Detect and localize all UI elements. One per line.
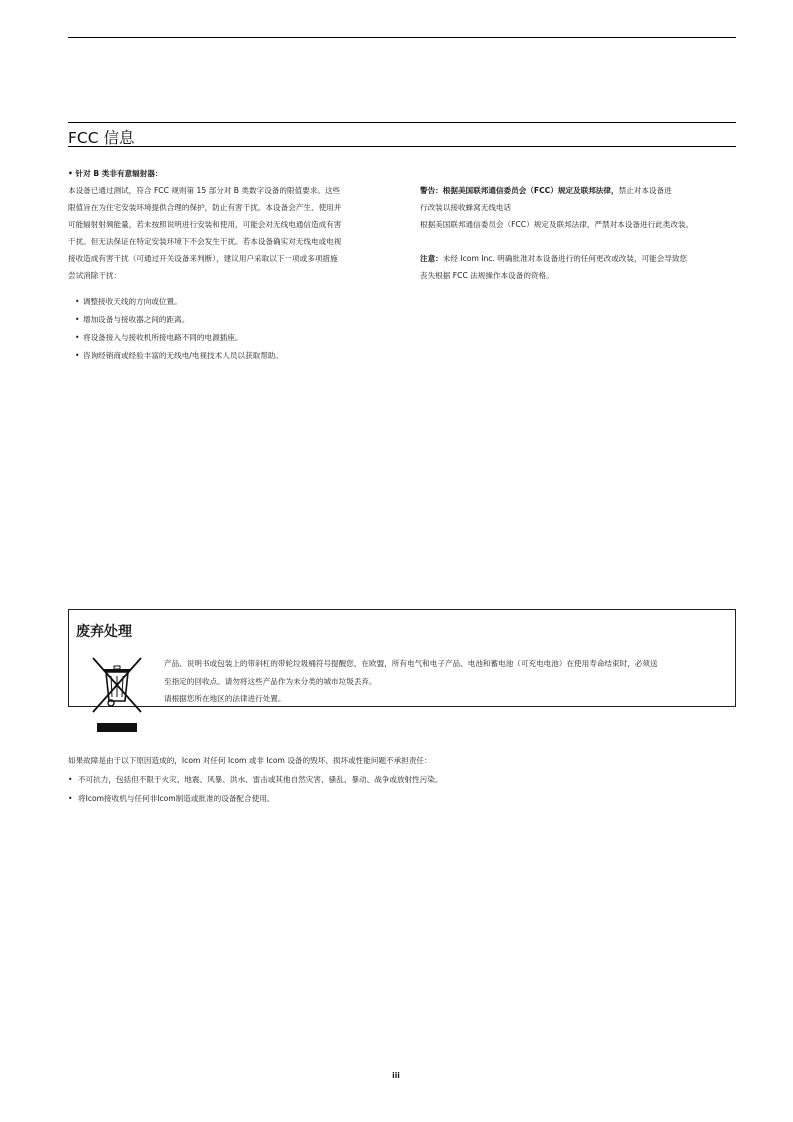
warning-label: 警告：根据美国联邦通信委员会（FCC）规定及联邦法律， <box>420 186 619 195</box>
page-number: iii <box>392 1071 400 1080</box>
section-title: FCC 信息 <box>68 129 135 147</box>
fcc-paragraph-line: 接收造成有害干扰（可通过开关设备来判断），建议用户采取以下一项或多项措施 <box>68 254 338 263</box>
disposal-text <box>164 655 732 708</box>
fcc-class-b-heading: • 针对 B 类非有意辐射器： <box>68 169 163 178</box>
list-item: • 将Icom接收机与任何非Icom制造或批准的设备配合使用。 <box>68 789 736 808</box>
fcc-measures-list <box>68 293 386 364</box>
fcc-paragraph-line: 限值旨在为住宅安装环境提供合理的保护，防止有害干扰。本设备会产生、使用并 <box>68 203 342 212</box>
disposal-line: 请根据您所在地区的法律进行处置。 <box>164 694 286 703</box>
warning-line: 根据美国联邦通信委员会（FCC）规定及联邦法律，严禁对本设备进行此类改装。 <box>420 220 694 229</box>
list-item: • 调整接收天线的方向或位置。 <box>68 293 386 310</box>
disposal-title: 废弃处理 <box>76 624 132 640</box>
list-item: • 将设备接入与接收机所接电路不同的电源插座。 <box>68 329 386 346</box>
liability-section <box>68 751 736 808</box>
caution-line: 丧失根据 FCC 法规操作本设备的资格。 <box>420 271 554 280</box>
list-item: • 不可抗力，包括但不限于火灾、地震、风暴、洪水、雷击或其他自然灾害、骚乱、暴动、战争或放射性污染。 <box>68 770 736 789</box>
bullet-icon: • <box>75 333 80 342</box>
caution-label: 注意： <box>420 254 443 263</box>
bullet-icon: • <box>75 297 80 306</box>
header-rule <box>68 37 736 38</box>
fcc-paragraph-line: 干扰。但无法保证在特定安装环境下不会发生干扰。若本设备确实对无线电或电视 <box>68 237 342 246</box>
list-item: • 增加设备与接收器之间的距离。 <box>68 311 386 328</box>
section-title-rule-bottom <box>68 146 736 147</box>
fcc-left-column <box>68 165 386 365</box>
disposal-line: 产品、说明书或包装上的带斜杠的带轮垃圾桶符号提醒您，在欧盟，所有电气和电子产品、电池和蓄电池（可充电电池）在使用寿命结束时，必须送 <box>164 659 658 668</box>
caution-line: 注意：未经 Icom Inc. 明确批准对本设备进行的任何更改或改装，可能会导致您 <box>420 254 688 263</box>
warning-line: 警告：根据美国联邦通信委员会（FCC）规定及联邦法律，禁止对本设备进 <box>420 186 672 195</box>
section-title-rule-top <box>68 122 736 123</box>
list-item: • 咨询经销商或经验丰富的无线电/电视技术人员以获取帮助。 <box>68 347 386 364</box>
bullet-icon: • <box>75 315 80 324</box>
disposal-box <box>68 609 736 707</box>
warning-line: 行改装以接收蜂窝无线电话 <box>420 203 512 212</box>
bullet-icon: • <box>75 351 80 360</box>
disposal-line: 至指定的回收点。请勿将这些产品作为未分类的城市垃圾丢弃。 <box>164 676 377 686</box>
liability-intro: 如果故障是由于以下原因造成的，Icom 对任何 Icom 或非 Icom 设备的毁坏、损坏或性能问题不承担责任： <box>68 756 432 765</box>
fcc-right-column <box>420 182 736 284</box>
fcc-paragraph-line: 本设备已通过测试，符合 FCC 规则第 15 部分对 B 类数字设备的限值要求。这些 <box>68 186 341 195</box>
fcc-paragraph-line: 尝试消除干扰： <box>68 271 122 280</box>
fcc-paragraph-line: 可能辐射射频能量，若未按照说明进行安装和使用，可能会对无线电通信造成有害 <box>68 220 342 229</box>
bullet-icon: • <box>68 775 73 784</box>
bullet-icon: • <box>68 794 73 803</box>
crossed-out-wheelie-bin-icon <box>89 656 145 734</box>
